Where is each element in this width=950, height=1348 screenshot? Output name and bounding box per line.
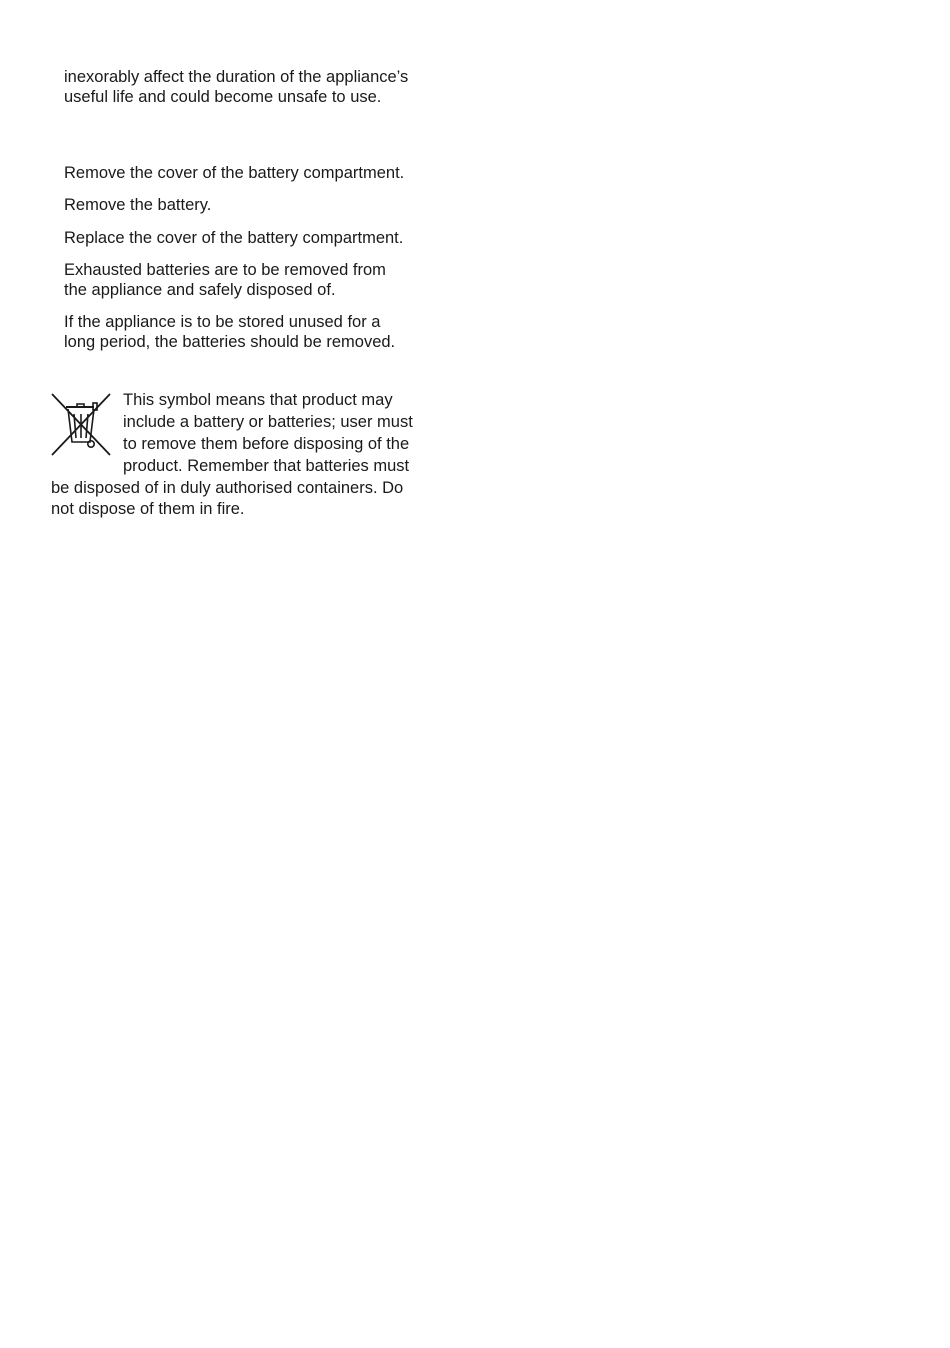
intro-line: useful life and could become unsafe to use.	[64, 88, 382, 106]
symbol-notice-line: This symbol means that product may	[123, 391, 393, 409]
step-exhausted-batteries	[64, 260, 464, 300]
step-text: Remove the battery.	[64, 196, 212, 214]
step-text: If the appliance is to be stored unused for a	[64, 313, 381, 331]
symbol-notice-line: not dispose of them in fire.	[51, 500, 245, 518]
step-storage-note	[64, 312, 464, 352]
step-text: the appliance and safely disposed of.	[64, 281, 336, 299]
crossed-out-wheelie-bin-icon	[50, 392, 112, 456]
step-remove-battery	[64, 195, 464, 215]
step-replace-cover	[64, 228, 464, 248]
symbol-notice-line: be disposed of in duly authorised containers. Do	[51, 479, 404, 497]
step-text: long period, the batteries should be removed.	[64, 333, 396, 351]
step-text: Exhausted batteries are to be removed from	[64, 261, 386, 279]
step-text: Remove the cover of the battery compartment.	[64, 164, 405, 182]
symbol-notice-line: include a battery or batteries; user must	[123, 413, 413, 431]
symbol-notice-line: product. Remember that batteries must	[123, 457, 410, 475]
intro-line: inexorably affect the duration of the appliance’s	[64, 68, 409, 86]
symbol-notice-line: to remove them before disposing of the	[123, 435, 410, 453]
step-text: Replace the cover of the battery compartment.	[64, 229, 404, 247]
step-remove-cover	[64, 163, 464, 183]
intro-paragraph	[64, 67, 464, 107]
